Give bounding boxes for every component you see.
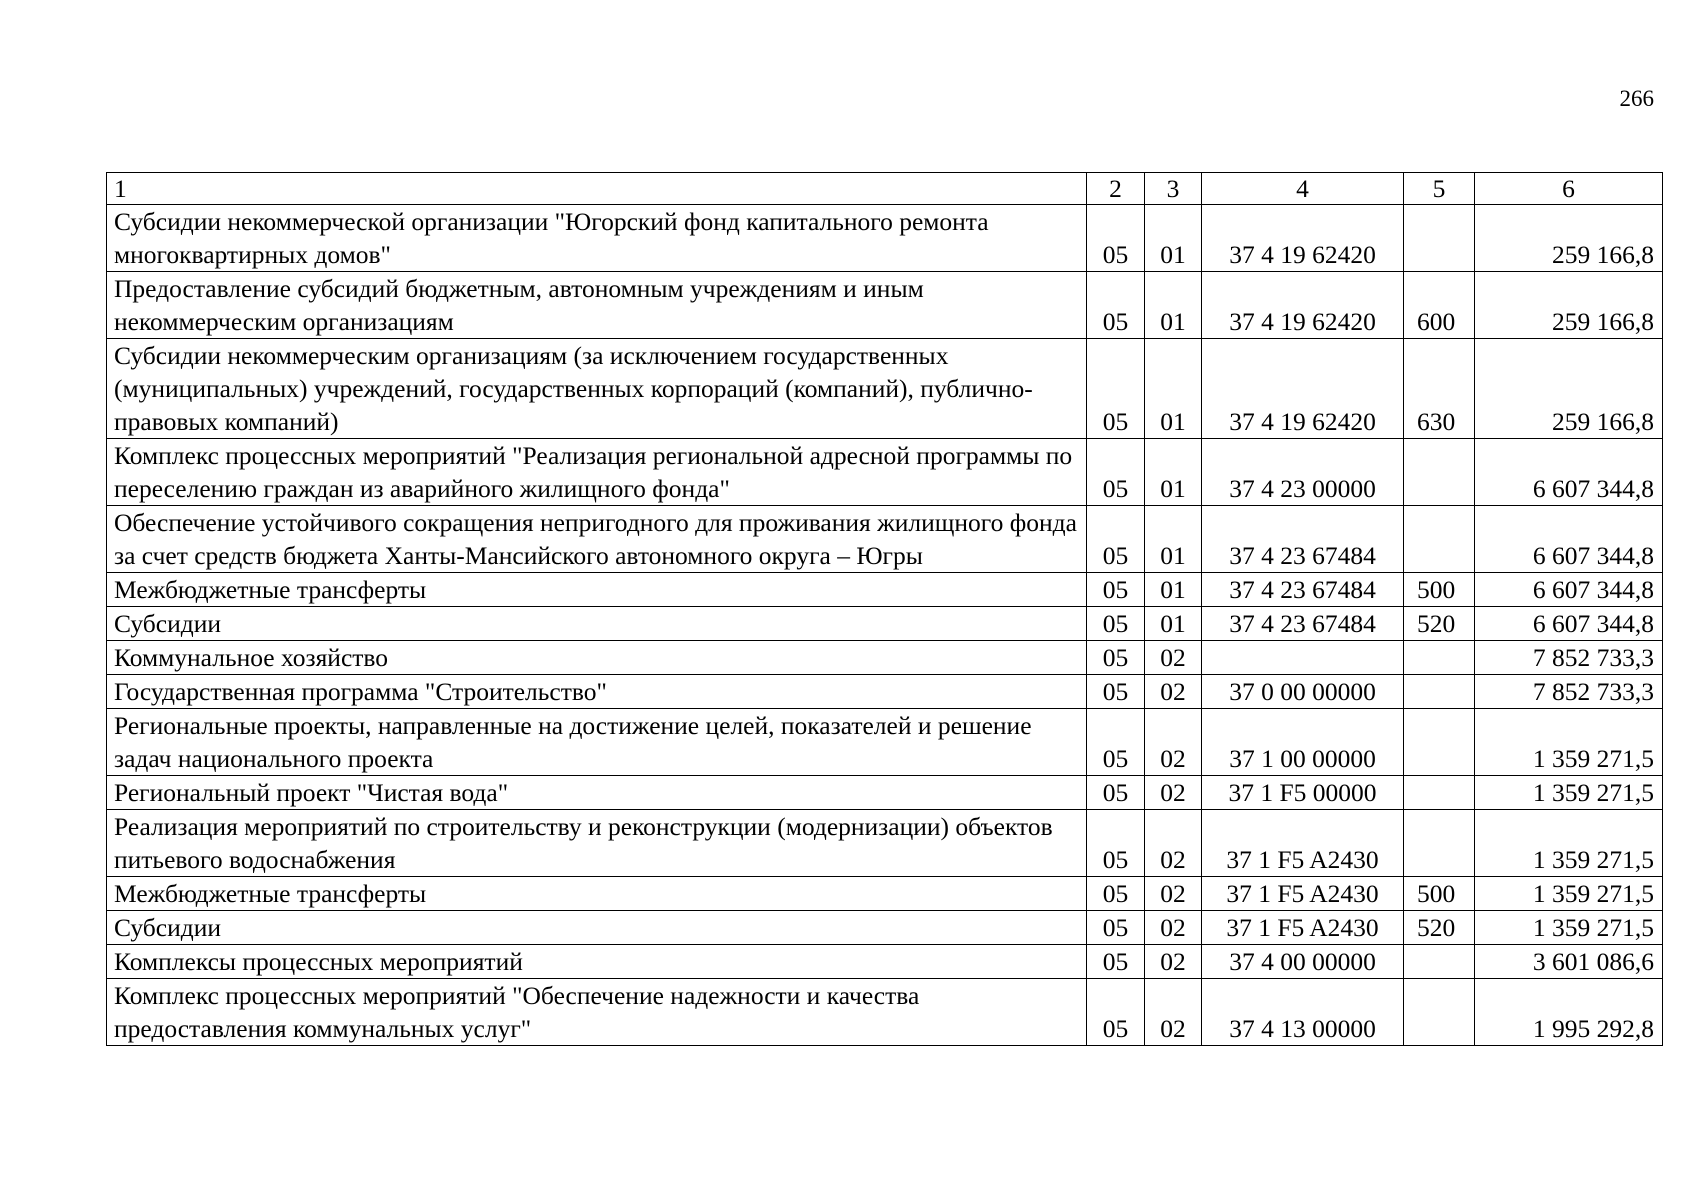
subsection-code: 02: [1145, 911, 1202, 945]
amount: 1 359 271,5: [1475, 709, 1663, 776]
table-row: [107, 641, 1663, 675]
table-row: [107, 205, 1663, 272]
expense-type-code: 500: [1404, 877, 1475, 911]
target-article-code: 37 1 F5 A2430: [1202, 911, 1404, 945]
amount: 6 607 344,8: [1475, 439, 1663, 506]
column-header: 3: [1145, 173, 1202, 205]
amount: 3 601 086,6: [1475, 945, 1663, 979]
subsection-code: 01: [1145, 573, 1202, 607]
expense-type-code: [1404, 945, 1475, 979]
item-name: Комплекс процессных мероприятий "Обеспечение надежности и качества предоставления коммунальных услуг": [107, 979, 1087, 1046]
item-name: Субсидии: [107, 607, 1087, 641]
item-name: Государственная программа "Строительство": [107, 675, 1087, 709]
table-row: [107, 607, 1663, 641]
subsection-code: 02: [1145, 641, 1202, 675]
amount: 1 359 271,5: [1475, 810, 1663, 877]
item-name: Межбюджетные трансферты: [107, 877, 1087, 911]
amount: 1 359 271,5: [1475, 776, 1663, 810]
subsection-code: 02: [1145, 709, 1202, 776]
subsection-code: 02: [1145, 877, 1202, 911]
expense-type-code: 500: [1404, 573, 1475, 607]
item-name: Реализация мероприятий по строительству и реконструкции (модернизации) объектов питьевого водоснабжения: [107, 810, 1087, 877]
subsection-code: 01: [1145, 439, 1202, 506]
section-code: 05: [1087, 945, 1145, 979]
amount: 1 359 271,5: [1475, 911, 1663, 945]
column-header: 6: [1475, 173, 1663, 205]
table-row: [107, 675, 1663, 709]
amount: 7 852 733,3: [1475, 641, 1663, 675]
subsection-code: 01: [1145, 607, 1202, 641]
target-article-code: 37 4 23 67484: [1202, 506, 1404, 573]
target-article-code: 37 1 F5 A2430: [1202, 877, 1404, 911]
table-row: [107, 506, 1663, 573]
section-code: 05: [1087, 573, 1145, 607]
table-row: [107, 339, 1663, 439]
expense-type-code: 520: [1404, 911, 1475, 945]
amount: 259 166,8: [1475, 205, 1663, 272]
item-name: Региональный проект "Чистая вода": [107, 776, 1087, 810]
target-article-code: 37 4 13 00000: [1202, 979, 1404, 1046]
amount: 1 995 292,8: [1475, 979, 1663, 1046]
subsection-code: 02: [1145, 945, 1202, 979]
subsection-code: 01: [1145, 339, 1202, 439]
table-row: [107, 709, 1663, 776]
item-name: Субсидии: [107, 911, 1087, 945]
expense-type-code: [1404, 675, 1475, 709]
table-row: [107, 810, 1663, 877]
section-code: 05: [1087, 439, 1145, 506]
item-name: Комплексы процессных мероприятий: [107, 945, 1087, 979]
item-name: Коммунальное хозяйство: [107, 641, 1087, 675]
expense-type-code: [1404, 810, 1475, 877]
target-article-code: 37 4 19 62420: [1202, 205, 1404, 272]
subsection-code: 02: [1145, 810, 1202, 877]
expense-type-code: [1404, 506, 1475, 573]
expense-type-code: [1404, 776, 1475, 810]
expense-type-code: [1404, 979, 1475, 1046]
target-article-code: 37 4 23 67484: [1202, 573, 1404, 607]
expense-type-code: 520: [1404, 607, 1475, 641]
target-article-code: [1202, 641, 1404, 675]
section-code: 05: [1087, 709, 1145, 776]
subsection-code: 02: [1145, 979, 1202, 1046]
target-article-code: 37 4 19 62420: [1202, 272, 1404, 339]
subsection-code: 02: [1145, 776, 1202, 810]
table-row: [107, 272, 1663, 339]
item-name: Субсидии некоммерческой организации "Югорский фонд капитального ремонта многоквартирных домов": [107, 205, 1087, 272]
table-row: [107, 439, 1663, 506]
expense-type-code: [1404, 439, 1475, 506]
amount: 7 852 733,3: [1475, 675, 1663, 709]
section-code: 05: [1087, 979, 1145, 1046]
section-code: 05: [1087, 339, 1145, 439]
table-header-row: [107, 173, 1663, 205]
section-code: 05: [1087, 911, 1145, 945]
target-article-code: 37 4 23 67484: [1202, 607, 1404, 641]
section-code: 05: [1087, 675, 1145, 709]
column-header: 5: [1404, 173, 1475, 205]
subsection-code: 02: [1145, 675, 1202, 709]
amount: 6 607 344,8: [1475, 573, 1663, 607]
subsection-code: 01: [1145, 205, 1202, 272]
table-row: [107, 573, 1663, 607]
table-row: [107, 911, 1663, 945]
column-header: 1: [107, 173, 1087, 205]
item-name: Региональные проекты, направленные на достижение целей, показателей и решение задач национального проекта: [107, 709, 1087, 776]
table-row: [107, 776, 1663, 810]
amount: 6 607 344,8: [1475, 506, 1663, 573]
subsection-code: 01: [1145, 506, 1202, 573]
target-article-code: 37 1 00 00000: [1202, 709, 1404, 776]
expense-type-code: 630: [1404, 339, 1475, 439]
section-code: 05: [1087, 776, 1145, 810]
amount: 259 166,8: [1475, 272, 1663, 339]
expense-type-code: [1404, 641, 1475, 675]
page-number: 266: [1619, 86, 1654, 111]
target-article-code: 37 4 00 00000: [1202, 945, 1404, 979]
expense-type-code: 600: [1404, 272, 1475, 339]
expense-type-code: [1404, 205, 1475, 272]
item-name: Комплекс процессных мероприятий "Реализация региональной адресной программы по переселению граждан из аварийного жилищного фонда": [107, 439, 1087, 506]
table-row: [107, 877, 1663, 911]
target-article-code: 37 4 19 62420: [1202, 339, 1404, 439]
budget-table: [106, 172, 1663, 1046]
section-code: 05: [1087, 506, 1145, 573]
subsection-code: 01: [1145, 272, 1202, 339]
amount: 1 359 271,5: [1475, 877, 1663, 911]
section-code: 05: [1087, 272, 1145, 339]
table-row: [107, 945, 1663, 979]
target-article-code: 37 0 00 00000: [1202, 675, 1404, 709]
target-article-code: 37 1 F5 A2430: [1202, 810, 1404, 877]
section-code: 05: [1087, 641, 1145, 675]
item-name: Субсидии некоммерческим организациям (за исключением государственных (муниципальных) учреждений, государственных корпораций (компаний), публично-правовых компаний): [107, 339, 1087, 439]
target-article-code: 37 4 23 00000: [1202, 439, 1404, 506]
item-name: Обеспечение устойчивого сокращения непригодного для проживания жилищного фонда за счет средств бюджета Ханты-Мансийского автономного округа – Югры: [107, 506, 1087, 573]
item-name: Межбюджетные трансферты: [107, 573, 1087, 607]
target-article-code: 37 1 F5 00000: [1202, 776, 1404, 810]
item-name: Предоставление субсидий бюджетным, автономным учреждениям и иным некоммерческим организациям: [107, 272, 1087, 339]
section-code: 05: [1087, 205, 1145, 272]
column-header: 2: [1087, 173, 1145, 205]
section-code: 05: [1087, 810, 1145, 877]
section-code: 05: [1087, 607, 1145, 641]
table-row: [107, 979, 1663, 1046]
expense-type-code: [1404, 709, 1475, 776]
amount: 259 166,8: [1475, 339, 1663, 439]
column-header: 4: [1202, 173, 1404, 205]
section-code: 05: [1087, 877, 1145, 911]
amount: 6 607 344,8: [1475, 607, 1663, 641]
